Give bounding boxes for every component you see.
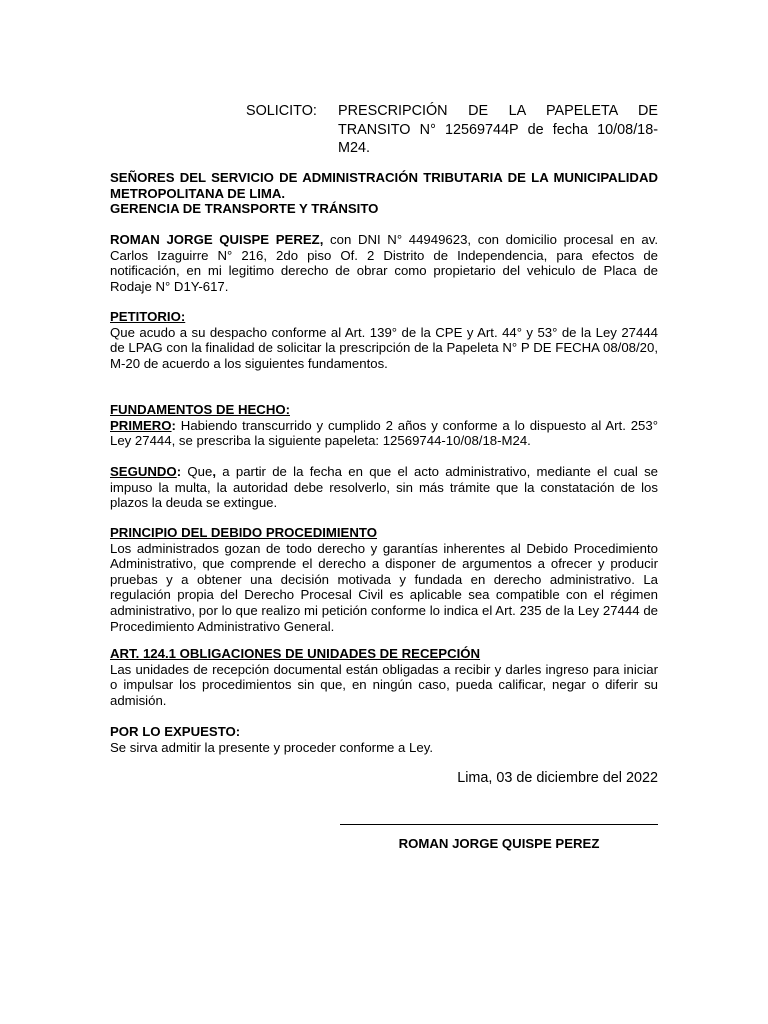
fundamentos-heading: FUNDAMENTOS DE HECHO: — [110, 402, 290, 417]
primero-colon: : — [171, 417, 176, 433]
fundamentos-section — [110, 402, 658, 449]
intro-paragraph — [110, 232, 658, 294]
petitorio-section — [110, 309, 658, 371]
segundo-que: Que — [181, 464, 213, 479]
document-date: Lima, 03 de diciembre del 2022 — [457, 770, 658, 786]
applicant-name: ROMAN JORGE QUISPE PEREZ, — [110, 232, 324, 247]
articulo-heading: ART. 124.1 OBLIGACIONES DE UNIDADES DE RECEPCIÓN — [110, 646, 481, 661]
expuesto-heading: POR LO EXPUESTO: — [110, 724, 241, 739]
signature-line — [340, 824, 658, 825]
signature-name: ROMAN JORGE QUISPE PEREZ — [398, 836, 600, 851]
subject-block — [246, 102, 658, 158]
addressee-block — [110, 170, 658, 217]
segundo-paragraph — [110, 464, 658, 511]
addressee-line-1: SEÑORES DEL SERVICIO DE ADMINISTRACIÓN TRIBUTARIA DE LA MUNICIPALIDAD METROPOLITANA DE LIMA. — [110, 170, 658, 201]
articulo-text: Las unidades de recepción documental están obligadas a recibir y darles ingreso para iniciar o impulsar los procedimientos sin que, en ningún caso, pueda calificar, negar o diferir su admisión. — [110, 661, 658, 708]
expuesto-section — [110, 724, 658, 755]
primero-text: Habiendo transcurrido y cumplido 2 años y conforme a lo dispuesto al Art. 253° Ley 27444, se prescriba la siguiente papeleta: 12569744-10/08/18-M24. — [110, 417, 658, 449]
petitorio-heading: PETITORIO: — [110, 309, 186, 324]
expuesto-text: Se sirva admitir la presente y proceder conforme a Ley. — [110, 739, 433, 755]
segundo-label: SEGUNDO — [110, 464, 177, 479]
articulo-section — [110, 646, 658, 708]
primero-paragraph — [110, 418, 658, 449]
petitorio-text: Que acudo a su despacho conforme al Art. 139° de la CPE y Art. 44° y 53° de la Ley 27444 de LPAG con la finalidad de solicitar la prescripción de la Papeleta N° P DE FECHA 08/08/20, M-20 de acuerdo a los siguientes fundamentos. — [110, 324, 658, 371]
addressee-line-2: GERENCIA DE TRANSPORTE Y TRÁNSITO — [110, 201, 379, 217]
segundo-text: a partir de la fecha en que el acto administrativo, mediante el cual se impuso la multa, la autoridad debe resolverlo, sin más trámite que la constatación de los plazos la deuda se extingue. — [110, 464, 658, 511]
segundo-colon: : — [176, 464, 182, 479]
principio-section — [110, 525, 658, 634]
subject-label: SOLICITO: — [246, 103, 317, 119]
intro-text: con DNI N° 44949623, con domicilio procesal en av. Carlos Izaguirre N° 216, 2do piso Of. 2 Distrito de Independencia, para efectos de notificación, en mi legitimo derecho de obrar como propietario del vehiculo de Placa de Rodaje N° D1Y-617. — [110, 232, 658, 294]
segundo-comma: , — [212, 464, 216, 479]
primero-label: PRIMERO — [110, 417, 172, 433]
principio-heading: PRINCIPIO DEL DEBIDO PROCEDIMIENTO — [110, 525, 377, 540]
principio-text: Los administrados gozan de todo derecho y garantías inherentes al Debido Procedimiento Administrativo, que comprende el derecho a disponer de argumentos a ofrecer y producir pruebas y a obtener una decisión motivada y fundada en derecho administrativo. La regulación propia del Derecho Procesal Civil es aplicable sea compatible con el régimen administrativo, por lo que realizo mi petición conforme lo indica el Art. 235 de la Ley 27444 de Procedimiento Administrativo General. — [110, 540, 658, 634]
subject-text: PRESCRIPCIÓN DE LA PAPELETA DE TRANSITO N° 12569744P de fecha 10/08/18- M24. — [338, 103, 658, 156]
